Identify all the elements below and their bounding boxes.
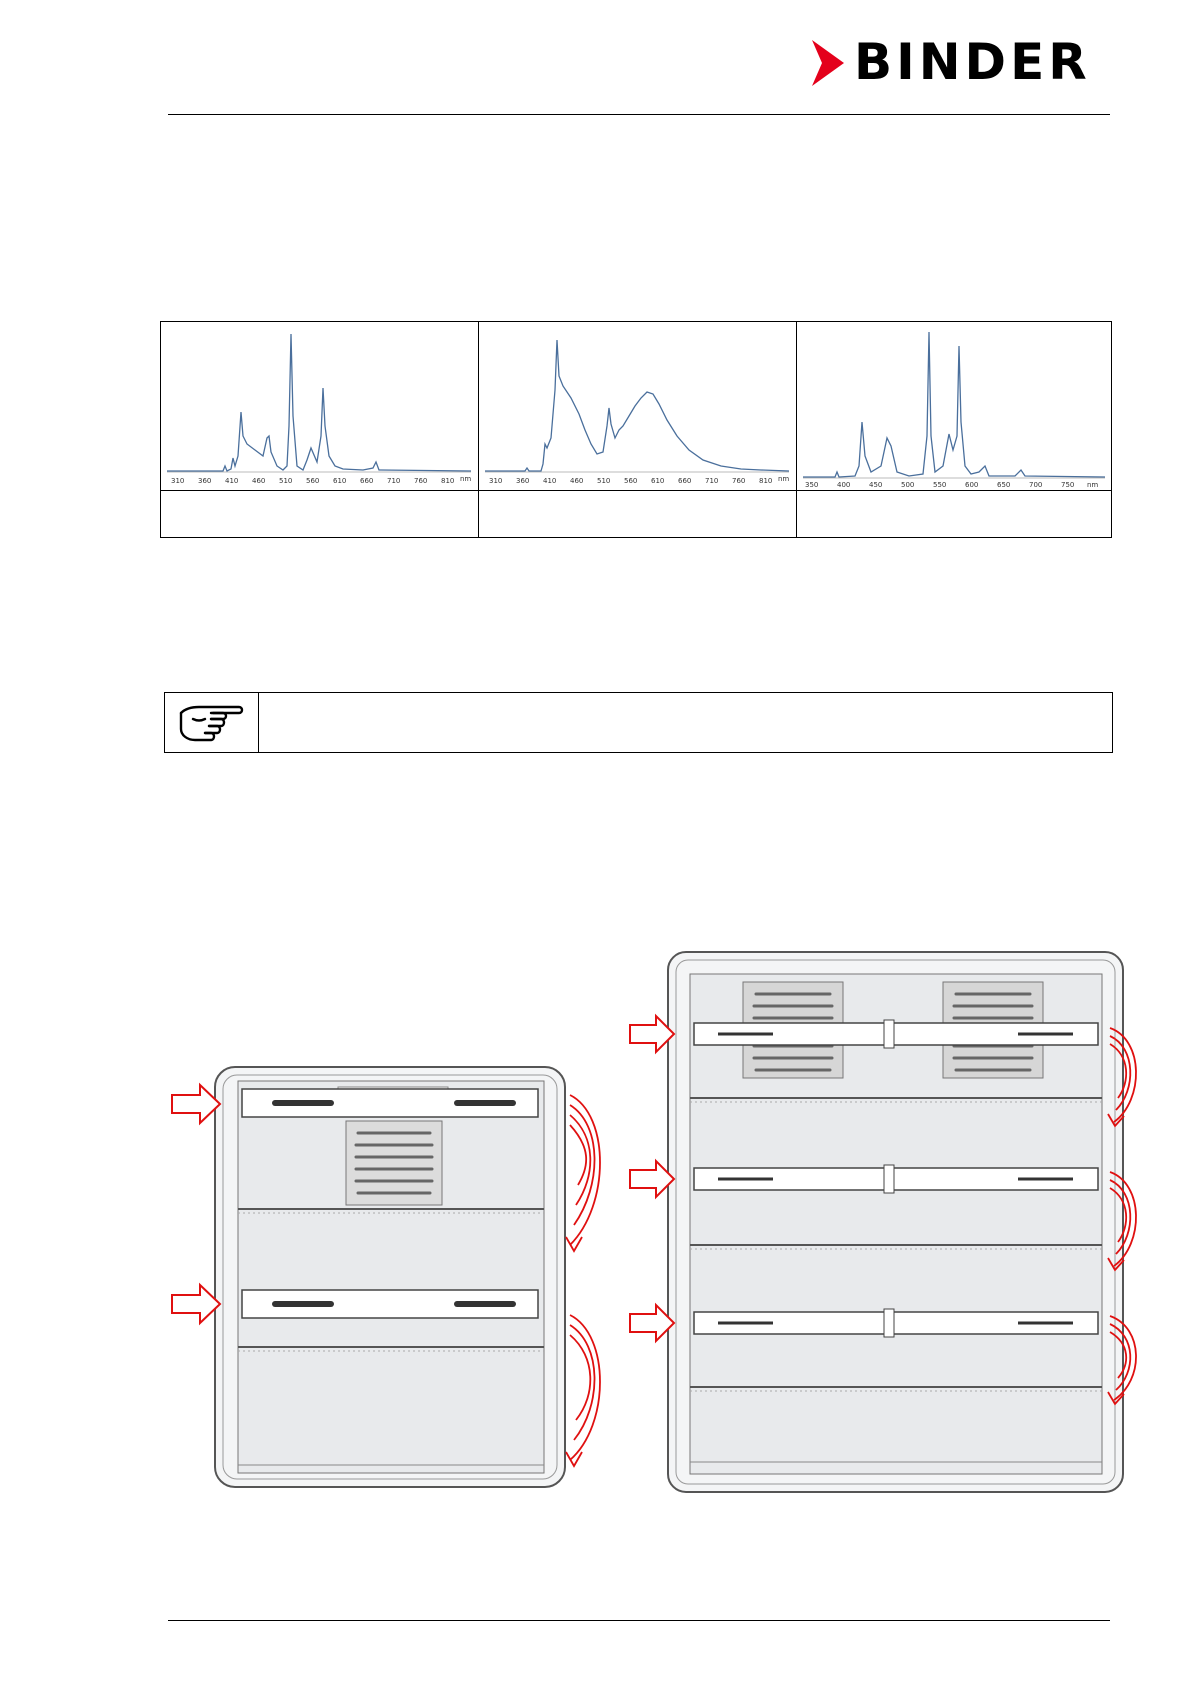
- spectrum-caption-1: [161, 492, 478, 537]
- tick-label: 660: [360, 477, 374, 485]
- footer-divider: [168, 1620, 1110, 1621]
- shelf-rail: [242, 1089, 538, 1117]
- tick-label: 510: [597, 477, 611, 485]
- note-icon-cell: [165, 693, 259, 752]
- note-box: [164, 692, 1113, 753]
- spectrum-caption-2: [479, 492, 796, 537]
- insert-arrow-icon: [172, 1085, 220, 1123]
- left-chamber-illustration: [170, 1065, 610, 1495]
- tick-label: 750: [1061, 481, 1075, 488]
- spectrum-panel-1: [163, 326, 475, 488]
- unit-label: nm: [1087, 481, 1099, 488]
- tick-label: 410: [543, 477, 557, 485]
- tick-label: 310: [489, 477, 503, 485]
- tick-label: 710: [705, 477, 719, 485]
- tick-label: 350: [805, 481, 819, 488]
- table-divider: [161, 490, 1111, 491]
- tick-label: 710: [387, 477, 401, 485]
- x-axis-ticks: [489, 475, 789, 485]
- tick-label: 760: [732, 477, 746, 485]
- x-axis-ticks: [171, 475, 471, 485]
- tick-label: 610: [651, 477, 665, 485]
- tick-label: 600: [965, 481, 979, 488]
- header-divider: [168, 114, 1110, 115]
- tick-label: 560: [306, 477, 320, 485]
- shelf-rail: [242, 1290, 538, 1318]
- unit-label: nm: [778, 475, 790, 483]
- tick-label: 310: [171, 477, 185, 485]
- right-chamber-drawing: [628, 950, 1148, 1505]
- shelf-rail: [694, 1309, 1098, 1337]
- tick-label: 360: [198, 477, 212, 485]
- spectrum-caption-3: [797, 492, 1111, 537]
- left-chamber-drawing: [170, 1065, 610, 1500]
- spectrum-chart-1: [163, 326, 475, 488]
- tick-label: 650: [997, 481, 1011, 488]
- pointing-hand-icon: [175, 699, 247, 747]
- tick-label: 810: [759, 477, 773, 485]
- tick-label: 560: [624, 477, 638, 485]
- tick-label: 500: [901, 481, 915, 488]
- tick-label: 700: [1029, 481, 1043, 488]
- spectrum-panel-2: [481, 326, 793, 488]
- binder-logo: [810, 33, 1110, 91]
- tick-label: 460: [570, 477, 584, 485]
- tick-label: 660: [678, 477, 692, 485]
- tick-label: 450: [869, 481, 883, 488]
- tick-label: 410: [225, 477, 239, 485]
- tilt-arrows-icon: [566, 1095, 600, 1466]
- tick-label: 810: [441, 477, 455, 485]
- tick-label: 400: [837, 481, 851, 488]
- shelf-rail: [694, 1165, 1098, 1193]
- tick-label: 360: [516, 477, 530, 485]
- brand-name: BINDER: [854, 33, 1091, 91]
- insert-arrow-icon: [172, 1285, 220, 1323]
- tick-label: 760: [414, 477, 428, 485]
- spectrum-curve: [167, 334, 471, 471]
- spectrum-chart-3: [799, 326, 1109, 488]
- x-axis-ticks: [805, 481, 1098, 488]
- logo-chevron-icon: [810, 40, 846, 86]
- shelf-rail: [694, 1020, 1098, 1048]
- right-chamber-illustration: [628, 950, 1148, 1500]
- tick-label: 550: [933, 481, 947, 488]
- unit-label: nm: [460, 475, 472, 483]
- spectrum-curve: [485, 340, 789, 471]
- tick-label: 510: [279, 477, 293, 485]
- spectrum-chart-2: [481, 326, 793, 488]
- tick-label: 610: [333, 477, 347, 485]
- spectrum-panel-3: [799, 326, 1109, 488]
- spectra-table: [160, 321, 1112, 538]
- tick-label: 460: [252, 477, 266, 485]
- spectrum-curve: [803, 332, 1105, 477]
